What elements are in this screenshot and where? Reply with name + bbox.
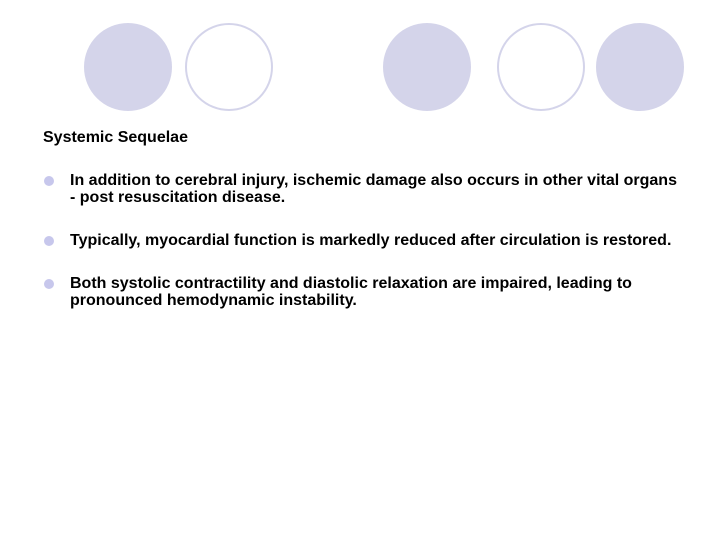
- decorative-circle-outline: [497, 23, 585, 111]
- bullet-dot-icon: [44, 279, 54, 289]
- bullet-item: [43, 172, 683, 206]
- bullet-dot-icon: [44, 176, 54, 186]
- decorative-circle-filled: [596, 23, 684, 111]
- bullet-text: Both systolic contractility and diastolic relaxation are impaired, leading to pronounced hemodynamic instability.: [70, 275, 632, 309]
- bullet-text: In addition to cerebral injury, ischemic damage also occurs in other vital organs - post resuscitation disease.: [70, 172, 677, 206]
- bullet-item: [43, 232, 683, 249]
- bullet-list: [43, 172, 683, 335]
- bullet-item: [43, 275, 683, 309]
- decorative-circle-filled: [84, 23, 172, 111]
- bullet-dot-icon: [44, 236, 54, 246]
- bullet-text: Typically, myocardial function is markedly reduced after circulation is restored.: [70, 232, 672, 249]
- decorative-circle-outline: [185, 23, 273, 111]
- decorative-circle-filled: [383, 23, 471, 111]
- slide-title: Systemic Sequelae: [43, 129, 188, 146]
